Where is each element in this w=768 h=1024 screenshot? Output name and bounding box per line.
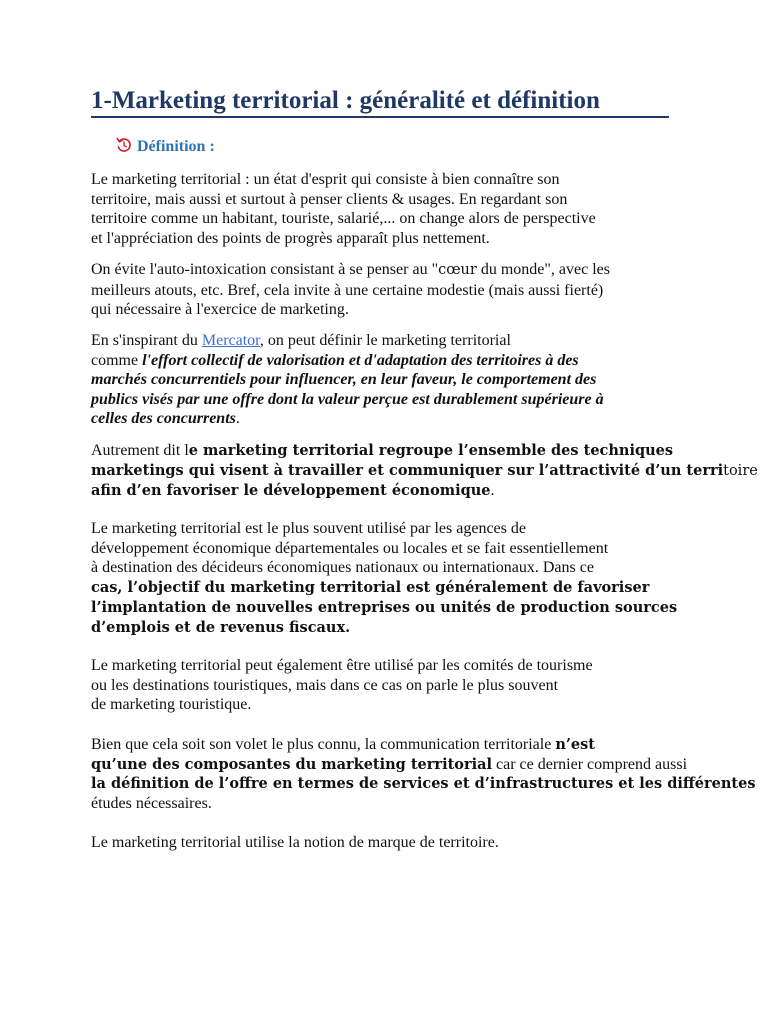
text-line: et l'appréciation des points de progrès apparaît plus nettement. bbox=[91, 229, 490, 247]
text-line: qui nécessaire à l'exercice de marketing. bbox=[91, 301, 349, 318]
text-line: Bien que cela soit son volet le plus connu, la communication territoriale n’est bbox=[91, 736, 596, 753]
text-line: Le marketing territorial peut également être utilisé par les comités de tourisme bbox=[91, 657, 593, 674]
paragraph-6 bbox=[91, 656, 691, 715]
text-line: l’implantation de nouvelles entreprises ou unités de production sources bbox=[91, 598, 678, 616]
text-line: territoire comme un habitant, touriste, salarié,... on change alors de perspective bbox=[91, 210, 596, 227]
text-line: Autrement dit le marketing territorial regroupe l’ensemble des techniques bbox=[91, 442, 674, 459]
refresh-icon bbox=[115, 136, 133, 154]
text-line: d’emplois et de revenus fiscaux. bbox=[91, 618, 351, 636]
text-line: études nécessaires. bbox=[91, 795, 212, 812]
text-line: marketings qui visent à travailler et communiquer sur l’attractivité d’un territoire bbox=[91, 462, 758, 479]
text-line: En s'inspirant du Mercator, on peut définir le marketing territorial bbox=[91, 332, 511, 349]
text-line: cas, l’objectif du marketing territorial est généralement de favoriser bbox=[91, 578, 650, 596]
paragraph-8 bbox=[91, 833, 691, 853]
paragraph-7 bbox=[91, 735, 756, 814]
text-line: On évite l'auto-intoxication consistant à se penser au "cœur du monde", avec les bbox=[91, 261, 610, 278]
text-line: Le marketing territorial est le plus souvent utilisé par les agences de bbox=[91, 520, 526, 537]
text-line: ou les destinations touristiques, mais dans ce cas on parle le plus souvent bbox=[91, 676, 559, 694]
paragraph-3 bbox=[91, 331, 691, 429]
text-line: celles des concurrents. bbox=[91, 410, 240, 427]
paragraph-5 bbox=[91, 519, 691, 638]
text-line: marchés concurrentiels pour influencer, en leur faveur, le comportement des bbox=[91, 371, 597, 388]
paragraph-2 bbox=[91, 260, 691, 320]
text-line: meilleurs atouts, etc. Bref, cela invite à une certaine modestie (mais aussi fierté) bbox=[91, 281, 604, 299]
text-line: développement économique départementales ou locales et se fait essentiellement bbox=[91, 539, 609, 557]
text-line: la définition de l’offre en termes de services et d’infrastructures et les différentes bbox=[91, 775, 756, 792]
text-line: Le marketing territorial : un état d'esprit qui consiste à bien connaître son bbox=[91, 171, 560, 188]
text-line: territoire, mais aussi et surtout à penser clients & usages. En regardant son bbox=[91, 190, 568, 208]
text-line: comme l'effort collectif de valorisation et d'adaptation des territoires à des bbox=[91, 351, 579, 369]
title-underline bbox=[91, 116, 669, 118]
text-line: à destination des décideurs économiques nationaux ou internationaux. Dans ce bbox=[91, 559, 594, 576]
definition-heading: Définition : bbox=[137, 138, 215, 155]
text-line: de marketing touristique. bbox=[91, 696, 252, 713]
heart-word: cœur bbox=[438, 262, 477, 278]
text-line: Le marketing territorial utilise la notion de marque de territoire. bbox=[91, 834, 499, 851]
page-title: 1-Marketing territorial : généralité et définition bbox=[91, 87, 600, 114]
text-line: qu’une des composantes du marketing territorial car ce dernier comprend aussi bbox=[91, 755, 688, 773]
paragraph-4 bbox=[91, 441, 758, 501]
text-line: afin d’en favoriser le développement économique. bbox=[91, 482, 495, 499]
mercator-link[interactable]: Mercator bbox=[201, 332, 260, 349]
paragraph-1 bbox=[91, 170, 691, 248]
text-line: publics visés par une offre dont la valeur perçue est durablement supérieure à bbox=[91, 390, 604, 408]
